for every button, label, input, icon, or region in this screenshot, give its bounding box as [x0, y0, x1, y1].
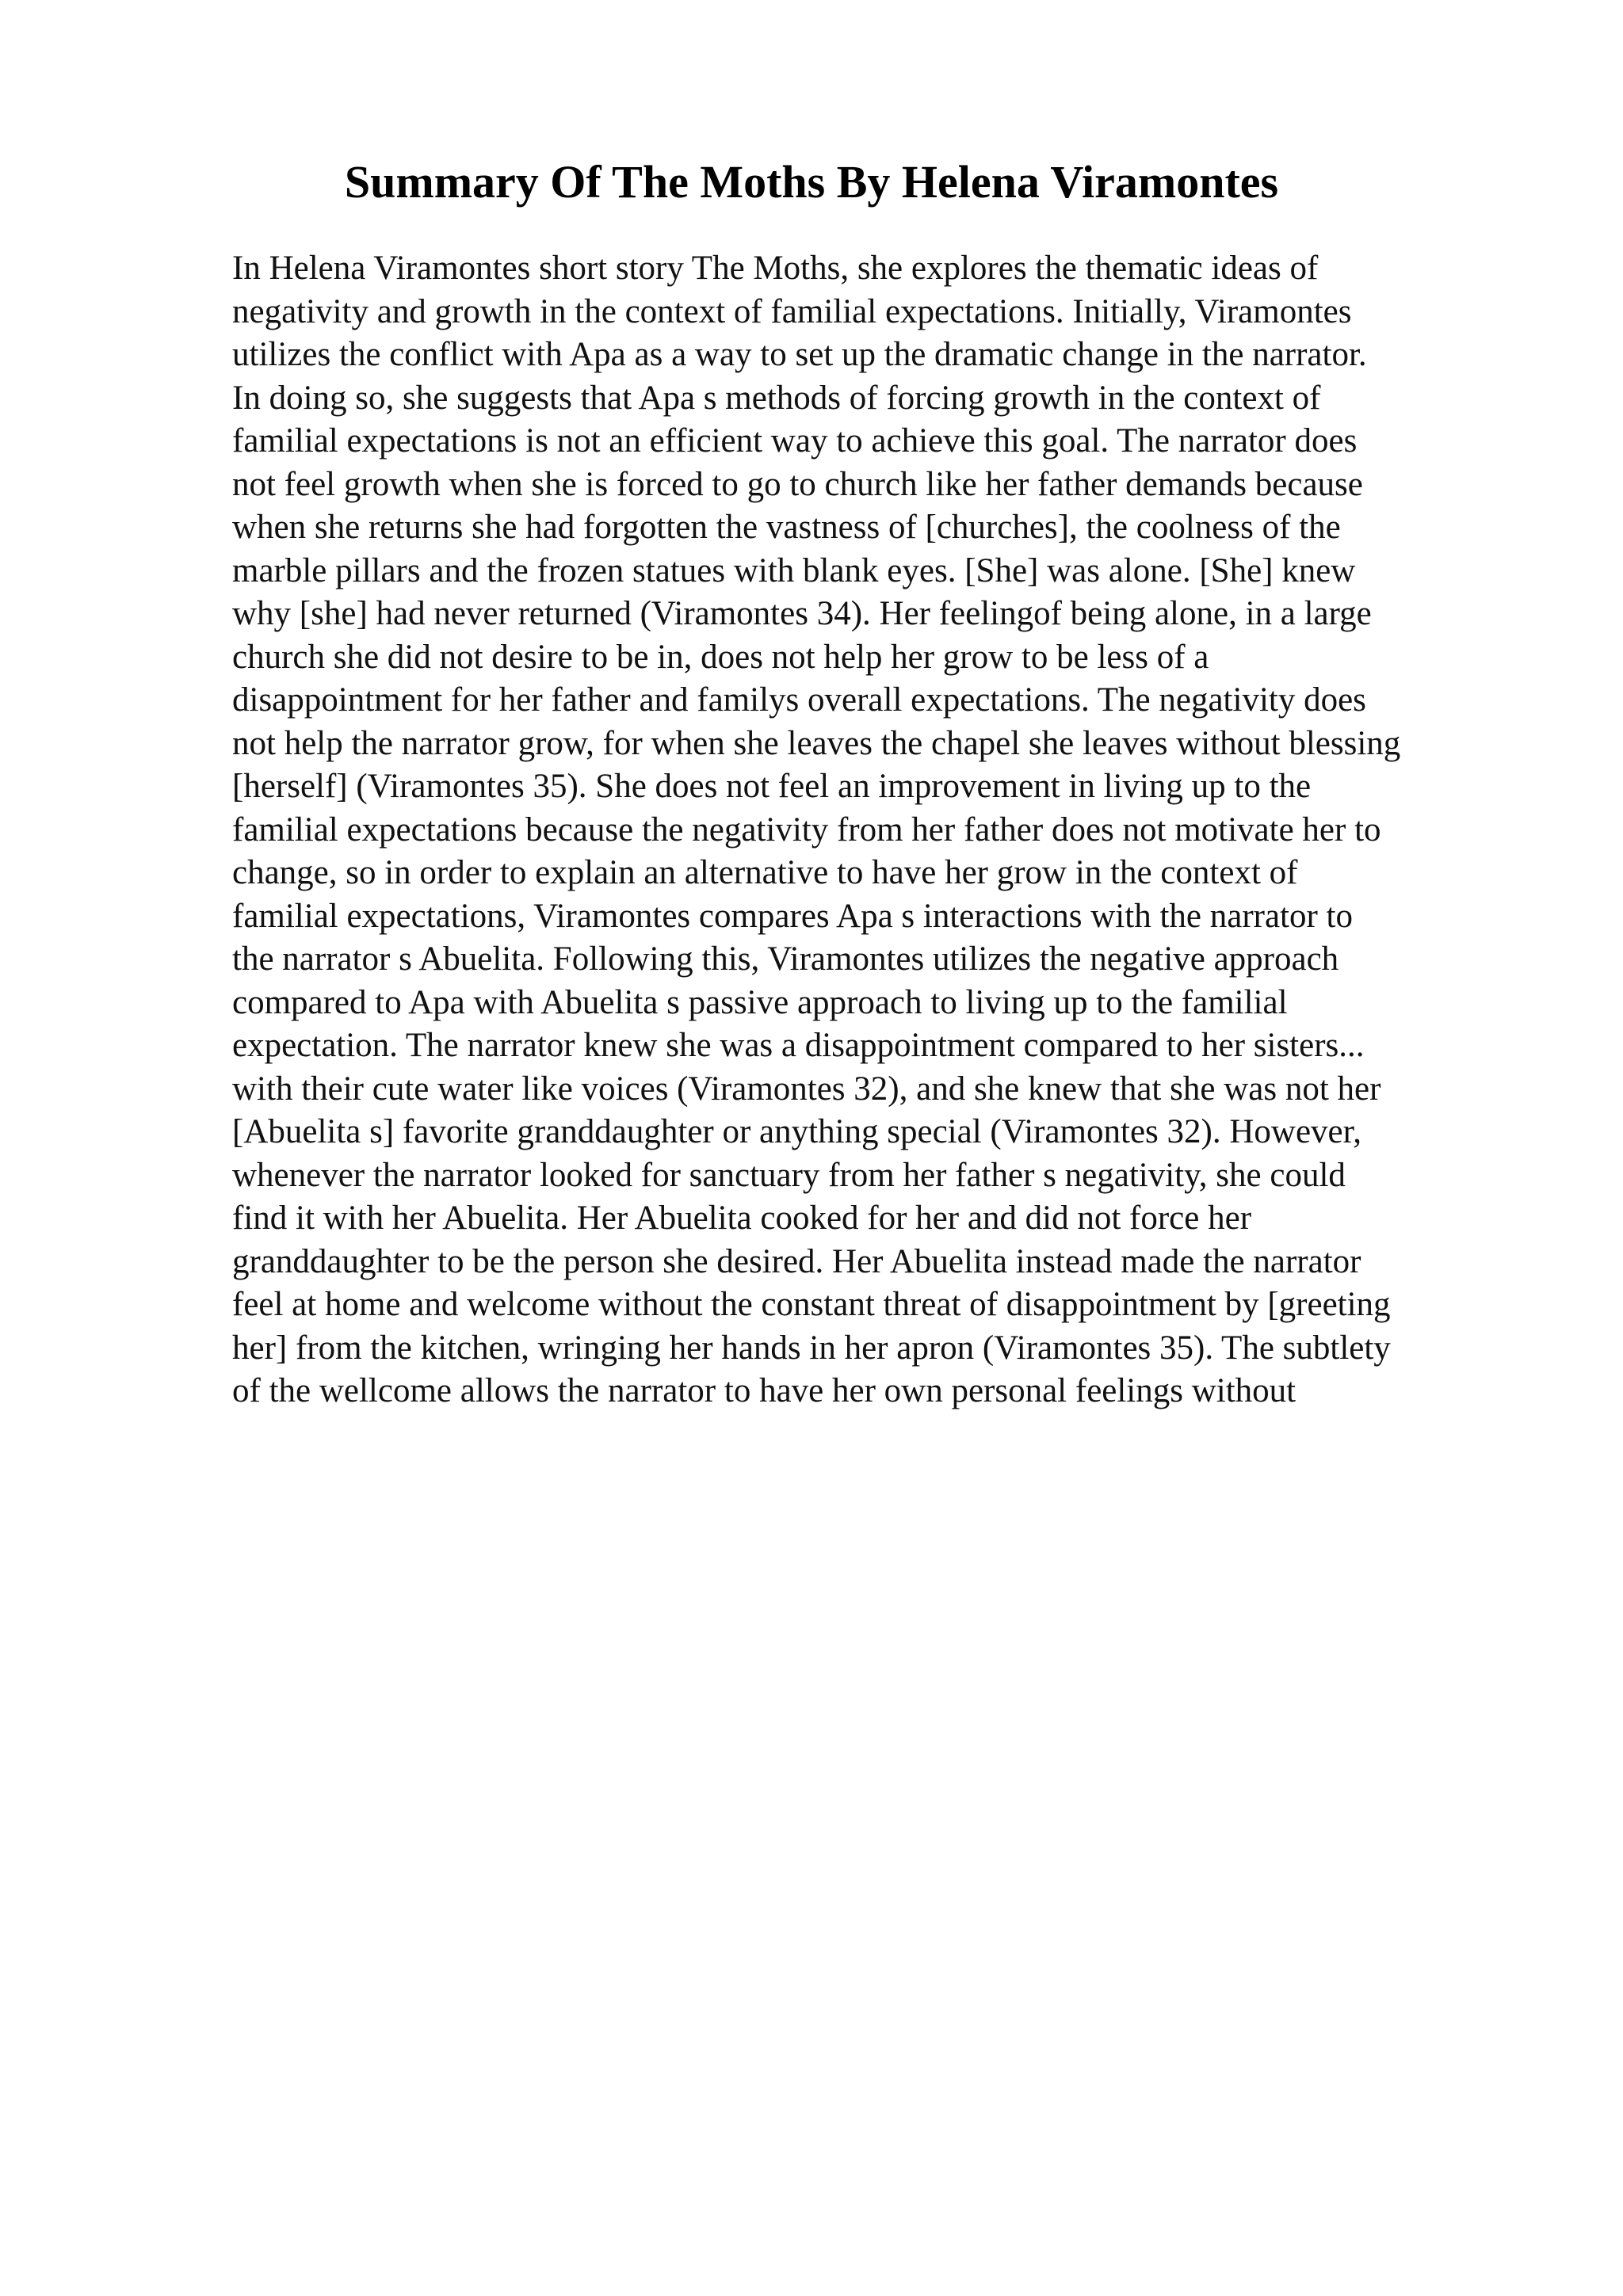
body-line: change, so in order to explain an alternative to have her grow in the context of: [232, 854, 1298, 891]
body-line: not feel growth when she is forced to go to church like her father demands because: [232, 465, 1363, 503]
body-line: familial expectations because the negativity from her father does not motivate her to: [232, 810, 1381, 849]
body-line: [herself] (Viramontes 35). She does not feel an improvement in living up to the: [232, 768, 1312, 805]
body-line: utilizes the conflict with Apa as a way to set up the dramatic change in the narrator.: [232, 336, 1367, 373]
document-body: [232, 247, 1516, 1413]
body-line: of the wellcome allows the narrator to have her own personal feelings without: [232, 1372, 1296, 1409]
document-title: Summary Of The Moths By Helena Viramontes: [344, 156, 1279, 208]
body-line: the narrator s Abuelita. Following this, Viramontes utilizes the negative approach: [232, 940, 1339, 978]
body-line: not help the narrator grow, for when she leaves the chapel she leaves without blessing: [232, 724, 1401, 762]
body-line: granddaughter to be the person she desired. Her Abuelita instead made the narrator: [232, 1242, 1361, 1280]
body-line: familial expectations, Viramontes compares Apa s interactions with the narrator to: [232, 897, 1354, 935]
body-line: why [she] had never returned (Viramontes 34). Her feelingof being alone, in a large: [232, 595, 1372, 632]
body-line: expectation. The narrator knew she was a disappointment compared to her sisters...: [232, 1027, 1365, 1064]
body-line: marble pillars and the frozen statues with blank eyes. [She] was alone. [She] knew: [232, 551, 1356, 589]
body-line: church she did not desire to be in, does not help her grow to be less of a: [232, 638, 1209, 676]
body-line: [Abuelita s] favorite granddaughter or anything special (Viramontes 32). However,: [232, 1113, 1361, 1150]
body-line: disappointment for her father and familys overall expectations. The negativity does: [232, 681, 1366, 719]
body-line: familial expectations is not an efficient way to achieve this goal. The narrator does: [232, 422, 1358, 460]
body-line: negativity and growth in the context of familial expectations. Initially, Viramontes: [232, 292, 1352, 330]
body-line: when she returns she had forgotten the vastness of [churches], the coolness of the: [232, 509, 1341, 546]
body-line: whenever the narrator looked for sanctuary from her father s negativity, she could: [232, 1156, 1346, 1194]
body-line: In Helena Viramontes short story The Moths, she explores the thematic ideas of: [232, 250, 1319, 287]
body-line: compared to Apa with Abuelita s passive approach to living up to the familial: [232, 983, 1288, 1021]
body-line: feel at home and welcome without the constant threat of disappointment by [greeting: [232, 1286, 1391, 1323]
body-line: In doing so, she suggests that Apa s methods of forcing growth in the context of: [232, 379, 1321, 417]
body-line: find it with her Abuelita. Her Abuelita cooked for her and did not force her: [232, 1199, 1252, 1237]
body-line: her] from the kitchen, wringing her hands in her apron (Viramontes 35). The subtlety: [232, 1329, 1391, 1367]
body-line: with their cute water like voices (Viramontes 32), and she knew that she was not her: [232, 1070, 1381, 1108]
